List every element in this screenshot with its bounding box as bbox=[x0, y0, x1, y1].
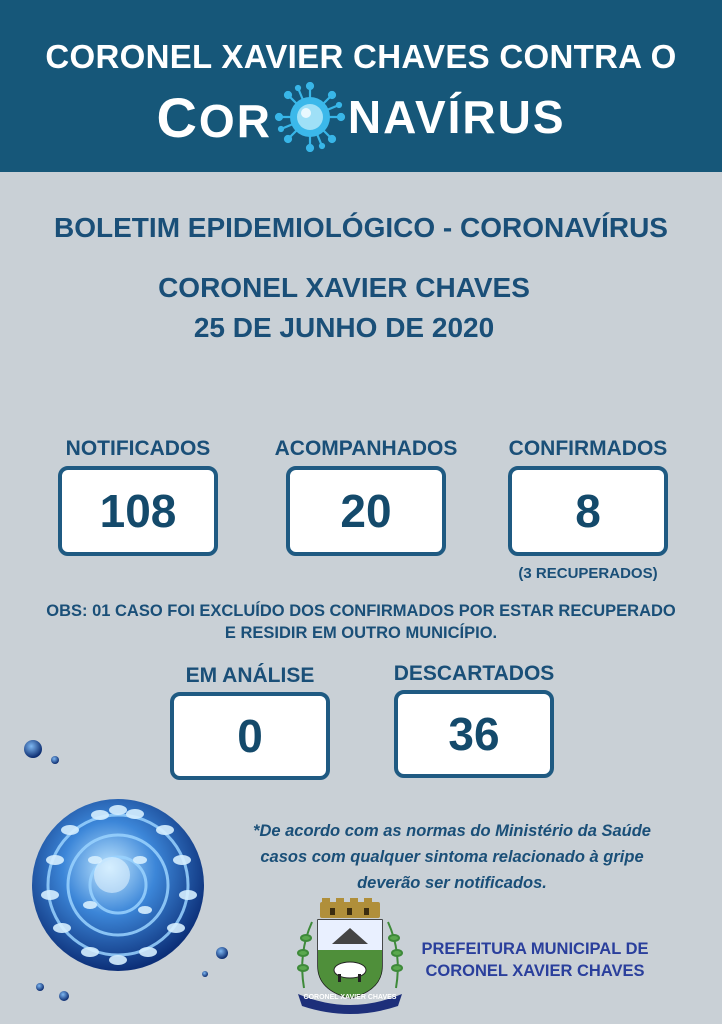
footnote-line-2: casos com qualquer sintoma relacionado à gripe bbox=[260, 848, 644, 866]
recuperados-note: (3 RECUPERADOS) bbox=[518, 565, 658, 582]
prefeitura-line-2: CORONEL XAVIER CHAVES bbox=[425, 962, 645, 980]
coronavirus-logo bbox=[0, 82, 722, 152]
bulletin-title: BOLETIM EPIDEMIOLÓGICO - CORONAVÍRUS bbox=[54, 212, 668, 243]
footnote bbox=[222, 818, 682, 896]
notificados-value: 108 bbox=[58, 466, 218, 556]
obs-line-2: E RESIDIR EM OUTRO MUNICÍPIO. bbox=[224, 624, 498, 642]
obs-line-1: OBS: 01 CASO FOI EXCLUÍDO DOS CONFIRMADOS POR ESTAR RECUPERADO bbox=[46, 602, 676, 620]
header-banner bbox=[0, 0, 722, 172]
brand-part-2: OR bbox=[198, 94, 272, 147]
obs-note bbox=[10, 600, 712, 644]
header-title: CORONEL XAVIER CHAVES CONTRA O bbox=[45, 38, 677, 75]
descartados-value: 36 bbox=[394, 690, 554, 778]
brand-part-1: C bbox=[156, 85, 199, 149]
city-name: CORONEL XAVIER CHAVES bbox=[158, 272, 530, 303]
em-analise-label: EM ANÁLISE bbox=[185, 664, 315, 687]
prefeitura-line-1: PREFEITURA MUNICIPAL DE bbox=[421, 940, 649, 958]
prefeitura-name bbox=[410, 938, 660, 982]
footnote-line-1: *De acordo com as normas do Ministério da Saúde bbox=[253, 822, 651, 840]
acompanhados-label: ACOMPANHADOS bbox=[274, 437, 458, 460]
footnote-line-3: deverão ser notificados. bbox=[357, 874, 547, 892]
confirmados-value: 8 bbox=[508, 466, 668, 556]
confirmados-label: CONFIRMADOS bbox=[508, 437, 668, 460]
descartados-label: DESCARTADOS bbox=[393, 662, 555, 685]
virus-icon bbox=[274, 82, 346, 152]
bulletin-date: 25 DE JUNHO DE 2020 bbox=[193, 312, 495, 343]
em-analise-value: 0 bbox=[170, 692, 330, 780]
brand-part-3: NAVÍRUS bbox=[347, 91, 566, 143]
virus-illustration-icon bbox=[0, 720, 240, 1024]
acompanhados-value: 20 bbox=[286, 466, 446, 556]
notificados-label: NOTIFICADOS bbox=[65, 437, 211, 460]
crest-banner-text: CORONEL XAVIER CHAVES bbox=[303, 994, 397, 1001]
